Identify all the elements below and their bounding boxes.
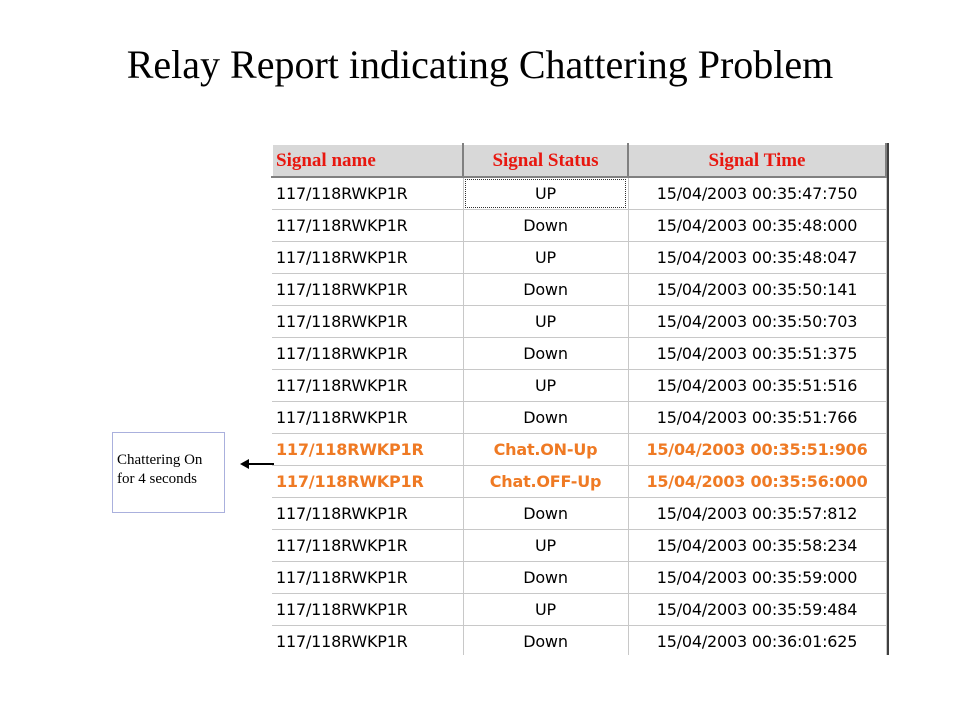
relay-report-grid[interactable] xyxy=(271,143,889,655)
column-header-signal-status[interactable]: Signal Status xyxy=(463,144,628,177)
table-row[interactable] xyxy=(272,306,886,338)
relay-report-table xyxy=(271,143,887,655)
table-row[interactable] xyxy=(272,177,886,210)
signal-name-cell[interactable]: 117/118RWKP1R xyxy=(272,306,463,338)
signal-status-cell[interactable]: Down xyxy=(463,498,628,530)
signal-status-cell[interactable]: Down xyxy=(463,402,628,434)
signal-time-cell[interactable]: 15/04/2003 00:35:50:703 xyxy=(628,306,886,338)
signal-name-cell[interactable]: 117/118RWKP1R xyxy=(272,242,463,274)
signal-time-cell[interactable]: 15/04/2003 00:35:56:000 xyxy=(628,466,886,498)
signal-name-cell[interactable]: 117/118RWKP1R xyxy=(272,274,463,306)
table-row[interactable] xyxy=(272,626,886,656)
signal-time-cell[interactable]: 15/04/2003 00:35:51:375 xyxy=(628,338,886,370)
signal-status-cell[interactable]: UP xyxy=(463,306,628,338)
table-row[interactable] xyxy=(272,210,886,242)
signal-time-cell[interactable]: 15/04/2003 00:35:51:906 xyxy=(628,434,886,466)
signal-time-cell[interactable]: 15/04/2003 00:35:50:141 xyxy=(628,274,886,306)
callout-line-2: for 4 seconds xyxy=(117,471,197,487)
signal-name-cell[interactable]: 117/118RWKP1R xyxy=(272,177,463,210)
signal-name-cell[interactable]: 117/118RWKP1R xyxy=(272,210,463,242)
signal-name-cell[interactable]: 117/118RWKP1R xyxy=(272,626,463,656)
signal-time-cell[interactable]: 15/04/2003 00:35:59:484 xyxy=(628,594,886,626)
signal-name-cell[interactable]: 117/118RWKP1R xyxy=(272,594,463,626)
table-row[interactable] xyxy=(272,594,886,626)
signal-name-cell[interactable]: 117/118RWKP1R xyxy=(272,562,463,594)
signal-status-cell[interactable]: Down xyxy=(463,626,628,656)
table-row[interactable] xyxy=(272,562,886,594)
signal-time-cell[interactable]: 15/04/2003 00:35:48:047 xyxy=(628,242,886,274)
signal-status-cell[interactable]: UP xyxy=(463,242,628,274)
signal-time-cell[interactable]: 15/04/2003 00:35:47:750 xyxy=(628,177,886,210)
table-row[interactable] xyxy=(272,338,886,370)
signal-time-cell[interactable]: 15/04/2003 00:36:01:625 xyxy=(628,626,886,656)
signal-status-cell[interactable]: Chat.ON-Up xyxy=(463,434,628,466)
table-row[interactable] xyxy=(272,242,886,274)
signal-status-cell[interactable]: Down xyxy=(463,210,628,242)
signal-time-cell[interactable]: 15/04/2003 00:35:51:516 xyxy=(628,370,886,402)
signal-name-cell[interactable]: 117/118RWKP1R xyxy=(272,370,463,402)
arrow-left-icon xyxy=(240,456,274,472)
signal-status-cell[interactable]: UP xyxy=(463,177,628,210)
table-row[interactable] xyxy=(272,530,886,562)
signal-time-cell[interactable]: 15/04/2003 00:35:51:766 xyxy=(628,402,886,434)
signal-name-cell[interactable]: 117/118RWKP1R xyxy=(272,466,463,498)
signal-status-cell[interactable]: Down xyxy=(463,562,628,594)
signal-name-cell[interactable]: 117/118RWKP1R xyxy=(272,402,463,434)
table-row[interactable] xyxy=(272,274,886,306)
signal-time-cell[interactable]: 15/04/2003 00:35:48:000 xyxy=(628,210,886,242)
signal-time-cell[interactable]: 15/04/2003 00:35:59:000 xyxy=(628,562,886,594)
table-row[interactable] xyxy=(272,466,886,498)
table-row[interactable] xyxy=(272,498,886,530)
signal-name-cell[interactable]: 117/118RWKP1R xyxy=(272,530,463,562)
signal-status-cell[interactable]: Chat.OFF-Up xyxy=(463,466,628,498)
header-row xyxy=(272,144,886,177)
signal-status-cell[interactable]: UP xyxy=(463,594,628,626)
signal-status-cell[interactable]: UP xyxy=(463,370,628,402)
table-row[interactable] xyxy=(272,434,886,466)
callout-text xyxy=(117,451,225,489)
column-header-signal-name[interactable]: Signal name xyxy=(272,144,463,177)
callout-line-1: Chattering On xyxy=(117,452,203,468)
table-body xyxy=(272,177,886,655)
signal-status-cell[interactable]: Down xyxy=(463,274,628,306)
signal-name-cell[interactable]: 117/118RWKP1R xyxy=(272,338,463,370)
signal-status-cell[interactable]: Down xyxy=(463,338,628,370)
signal-status-cell[interactable]: UP xyxy=(463,530,628,562)
table-row[interactable] xyxy=(272,370,886,402)
chattering-callout xyxy=(112,432,225,513)
signal-name-cell[interactable]: 117/118RWKP1R xyxy=(272,498,463,530)
slide-title: Relay Report indicating Chattering Problem xyxy=(126,42,834,87)
signal-name-cell[interactable]: 117/118RWKP1R xyxy=(272,434,463,466)
table-row[interactable] xyxy=(272,402,886,434)
signal-time-cell[interactable]: 15/04/2003 00:35:58:234 xyxy=(628,530,886,562)
signal-time-cell[interactable]: 15/04/2003 00:35:57:812 xyxy=(628,498,886,530)
column-header-signal-time[interactable]: Signal Time xyxy=(628,144,886,177)
